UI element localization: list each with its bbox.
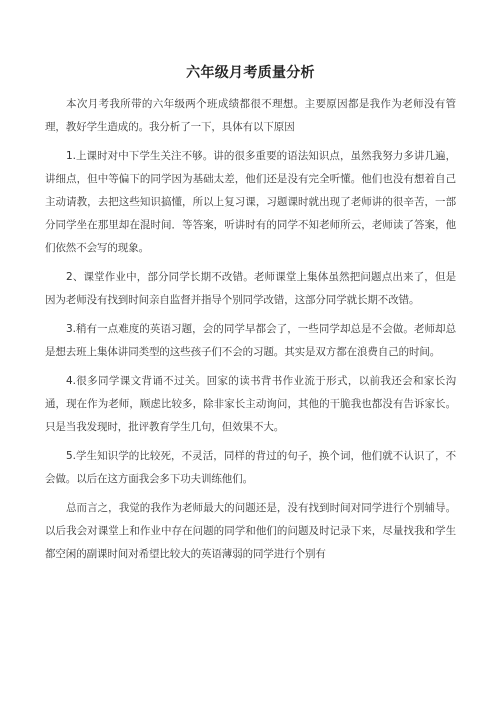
paragraph-point-5: 5.学生知识学的比较死，不灵活，同样的背过的句子，换个词，他们就不认识了，不会做。以后在这方面我会多下功夫训练他们。 bbox=[45, 450, 456, 485]
paragraph-point-4: 4.很多同学课文背诵不过关。回家的读书背书作业流于形式，以前我还会和家长沟通，现在作为老师，顾虑比较多，除非家长主动询问，其他的干脆我也都没有告诉家长。只是当我发现时，批评教育学生几句，但效果不大。 bbox=[45, 375, 456, 433]
paragraph-point-3: 3.稍有一点难度的英语习题，会的同学早都会了，一些同学却总是不会做。老师却总是想去班上集体讲同类型的这些孩子们不会的习题。其实是双方都在浪费自己的时间。 bbox=[45, 323, 456, 358]
paragraph-intro: 本次月考我所带的六年级两个班成绩都很不理想。主要原因都是我作为老师没有管理，教好学生造成的。我分析了一下，具体有以下原因 bbox=[45, 98, 456, 133]
page-title: 六年级月考质量分析 bbox=[186, 65, 315, 81]
paragraph-conclusion: 总而言之，我觉的我作为老师最大的问题还是，没有找到时间对同学进行个别辅导。以后我会对课堂上和作业中存在问题的同学和他们的问题及时记录下来，尽量找我和学生都空闲的副课时间对希望比较大的英语薄弱的同学进行个别有 bbox=[45, 502, 456, 560]
paragraph-point-2: 2、课堂作业中，部分同学长期不改错。老师课堂上集体虽然把问题点出来了，但是因为老师没有找到时间亲自监督并指导个别同学改错，这部分同学就长期不改错。 bbox=[45, 271, 456, 306]
paragraph-point-1: 1.上课时对中下学生关注不够。讲的很多重要的语法知识点，虽然我努力多讲几遍，讲细点，但中等偏下的同学因为基础太差，他们还是没有完全听懂。他们也没有想着自己主动请教，去把这些知识搞懂，所以上复习课，习题课时就出现了老师讲的很辛苦，一部分同学坐在那里却在混时间．等答案，听讲时有的同学不知老师所云，老师读了答案，他们依然不会写的现象。 bbox=[45, 150, 456, 254]
